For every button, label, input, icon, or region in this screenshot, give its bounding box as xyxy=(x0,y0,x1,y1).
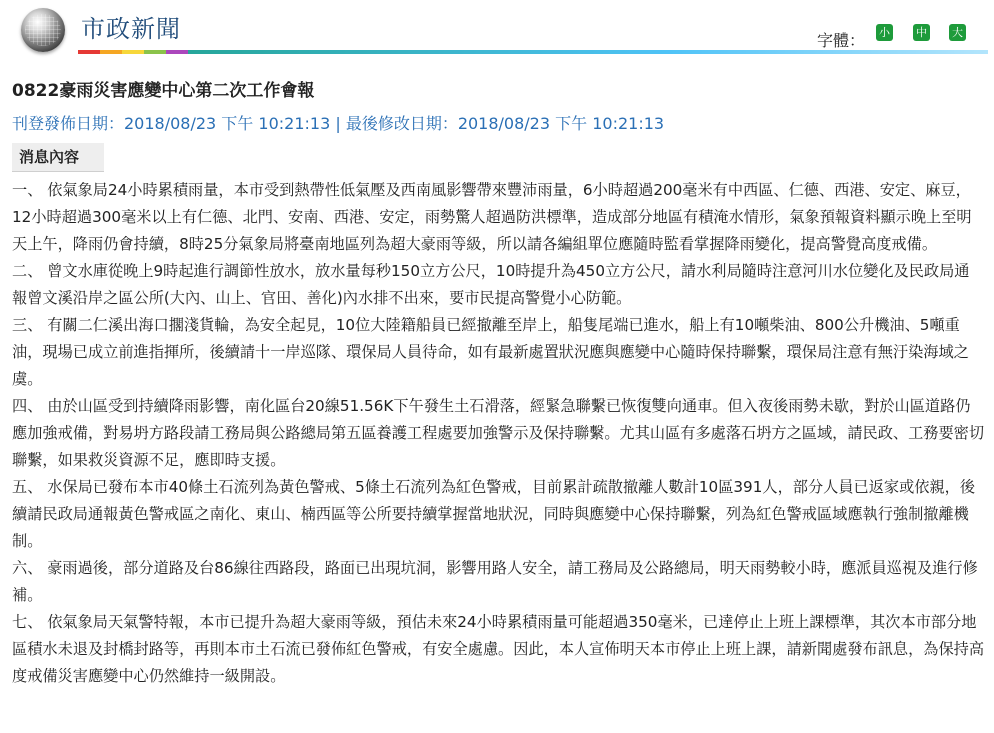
page-header xyxy=(0,0,994,64)
article-title: 0822豪雨災害應變中心第二次工作會報 xyxy=(12,81,315,101)
publish-dates: 刊登發佈日期：2018/08/23 下午 10:21:13 | 最後修改日期：2018/08/23 下午 10:21:13 xyxy=(12,114,665,133)
stripe-segment xyxy=(188,50,988,54)
stripe-segment xyxy=(78,50,100,54)
paragraph: 七、 依氣象局天氣警特報，本市已提升為超大豪雨等級，預估未來24小時累積雨量可能超過350毫米，已達停止上班上課標準，其次本市部分地區積水未退及封橋封路等，再則本市土石流已發佈紅色警戒，有安全處慮。因此，本人宣佈明天本市停止上班上課，請新聞處發布訊息，為保持高度戒備災害應變中心仍然維持一級開設。 xyxy=(12,613,984,685)
font-size-small-button[interactable]: 小 xyxy=(876,24,893,41)
stripe-segment xyxy=(100,50,122,54)
paragraph: 四、 由於山區受到持續降雨影響，南化區台20線51.56K下午發生土石滑落，經緊急聯繫已恢復雙向通車。但入夜後雨勢未歇，對於山區道路仍應加強戒備，對易坍方路段請工務局與公路總局第五區養護工程處要加強警示及保持聯繫。尤其山區有多處落石坍方之區域，請民政、工務要密切聯繫，如果救災資源不足，應即時支援。 xyxy=(12,397,984,469)
stripe-segment xyxy=(166,50,188,54)
paragraph: 三、 有關二仁溪出海口擱淺貨輪，為安全起見，10位大陸籍船員已經撤離至岸上，船隻尾端已進水，船上有10噸柴油、800公升機油、5噸重油，現場已成立前進指揮所，後續請十一岸巡隊、環保局人員待命，如有最新處置狀況應與應變中心隨時保持聯繫，環保局注意有無汙染海域之虞。 xyxy=(12,316,969,388)
section-tab-content: 消息內容 xyxy=(12,143,104,172)
paragraph: 五、 水保局已發布本市40條土石流列為黃色警戒、5條土石流列為紅色警戒，目前累計疏散撤離人數計10區391人，部分人員已返家或依親，後續請民政局通報黃色警戒區之南化、東山、楠西區等公所要持續掌握當地狀況，同時與應變中心保持聯繫，列為紅色警戒區域應執行強制撤離機制。 xyxy=(12,478,976,550)
paragraph: 二、 曾文水庫從晚上9時起進行調節性放水，放水量每秒150立方公尺，10時提升為450立方公尺，請水利局隨時注意河川水位變化及民政局通報曾文溪沿岸之區公所(大內、山上、官田、善化)內水排不出來，要市民提高警覺小心防範。 xyxy=(12,262,970,307)
paragraph: 一、 依氣象局24小時累積雨量，本市受到熱帶性低氣壓及西南風影響帶來豐沛雨量，6小時超過200毫米有中西區、仁德、西港、安定、麻豆，12小時超過300毫米以上有仁德、北門、安南、西港、安定，雨勢驚人超過防洪標準，造成部分地區有積淹水情形，氣象預報資料顯示晚上至明天上午，降雨仍會持續，8時25分氣象局將臺南地區列為超大豪雨等級，所以請各編組單位應隨時監看掌握降雨變化，提高警覺高度戒備。 xyxy=(12,181,972,253)
globe-logo-icon xyxy=(21,8,65,52)
article-body xyxy=(12,177,984,690)
stripe-segment xyxy=(144,50,166,54)
paragraph: 六、 豪雨過後，部分道路及台86線往西路段，路面已出現坑洞，影響用路人安全，請工務局及公路總局，明天雨勢較小時，應派員巡視及進行修補。 xyxy=(12,559,978,604)
font-size-label: 字體： xyxy=(817,31,866,50)
font-size-medium-button[interactable]: 中 xyxy=(913,24,930,41)
site-title: 市政新聞 xyxy=(81,15,181,43)
stripe-segment xyxy=(122,50,144,54)
font-size-large-button[interactable]: 大 xyxy=(949,24,966,41)
